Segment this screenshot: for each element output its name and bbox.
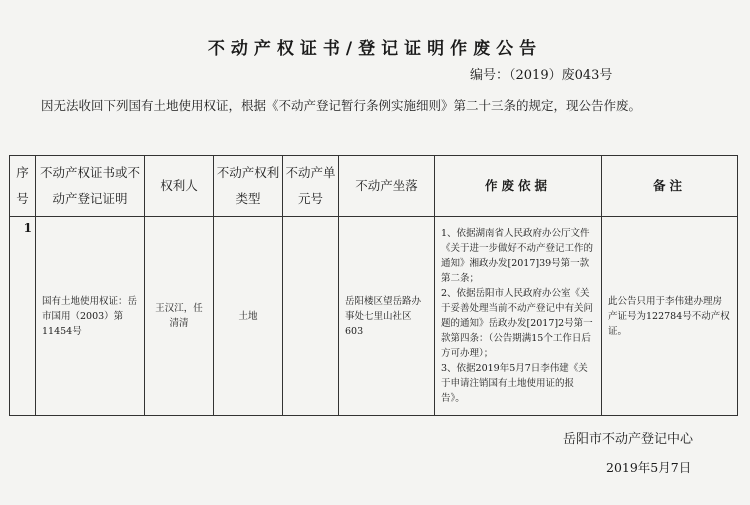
table-row (10, 217, 738, 416)
cell-seq: 1 (10, 217, 36, 416)
cancellation-table (9, 155, 738, 416)
cell-location: 岳阳楼区望岳路办事处七里山社区603 (339, 217, 435, 416)
cell-right-type: 土地 (214, 217, 283, 416)
basis-item-3: 3、依据2019年5月7日李伟建《关于申请注销国有土地使用证的报告》。 (441, 363, 588, 404)
cell-cert: 国有土地使用权证：岳市国用（2003）第11454号 (36, 217, 145, 416)
cell-unit (283, 217, 339, 416)
cell-basis (435, 217, 602, 416)
header-holder: 权利人 (145, 156, 214, 217)
header-remark: 备注 (602, 156, 738, 217)
header-cert: 不动产权证书或不动产登记证明 (36, 156, 145, 217)
notice-title: 不动产权证书/登记证明作废公告 (207, 39, 543, 59)
issuer-name: 岳阳市不动产登记中心 (563, 432, 694, 447)
intro-paragraph: 因无法收回下列国有土地使用权证，根据《不动产登记暂行条例实施细则》第二十三条的规定，现公告作废。 (41, 98, 642, 113)
table-header-row (10, 156, 738, 217)
basis-item-2: 2、依据岳阳市人民政府办公室《关于妥善处理当前不动产登记中有关问题的通知》岳政办发[2017]2号第一款第四条：（公告期满15个工作日后方可办理）； (441, 288, 594, 359)
document-number: 编号：（2019）废043号 (470, 68, 613, 83)
cell-remark: 此公告只用于李伟建办理房产证号为122784号不动产权证。 (602, 217, 738, 416)
header-right-type: 不动产权利类型 (214, 156, 283, 217)
header-seq: 序号 (10, 156, 36, 217)
cell-holder: 王汉江，任清清 (145, 217, 214, 416)
header-location: 不动产坐落 (339, 156, 435, 217)
header-basis: 作废依据 (435, 156, 602, 217)
issue-date: 2019年5月7日 (606, 460, 692, 475)
header-unit: 不动产单元号 (283, 156, 339, 217)
basis-item-1: 1、依据湖南省人民政府办公厅文件《关于进一步做好不动产登记工作的通知》湘政办发[2017]39号第一款第二条； (441, 228, 594, 284)
